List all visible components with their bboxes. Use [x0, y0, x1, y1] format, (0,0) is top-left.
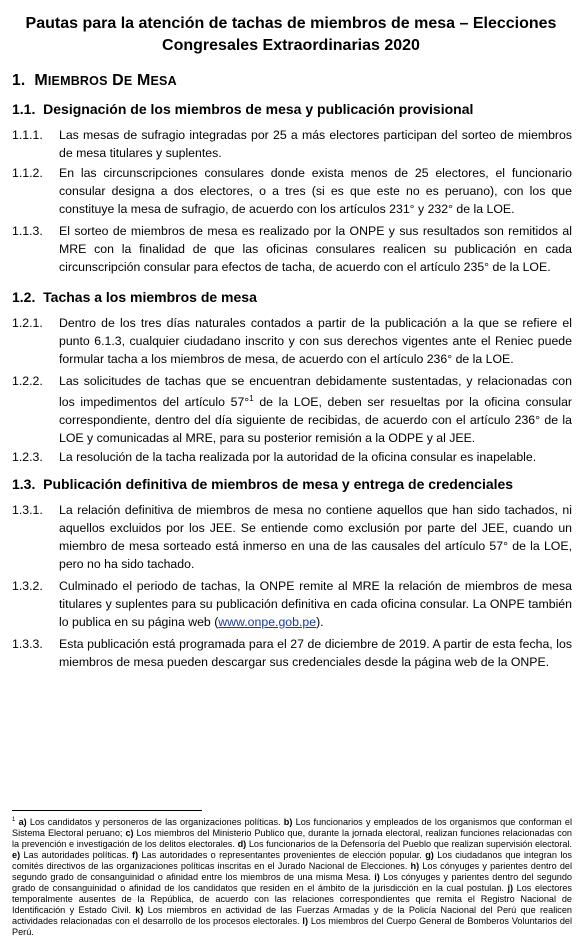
list-item-1-3-3 [12, 635, 572, 671]
item-number: 1.1.2. [12, 166, 43, 180]
footnote-label: e) [12, 850, 21, 861]
section-1-title: MIEMBROS DE MESA [34, 72, 177, 89]
footnote-text: Las autoridades o representantes provenientes de elección popular. [138, 850, 426, 861]
item-text: Las solicitudes de tachas que se encuentran debidamente sustentadas, y relacionadas con los impedimentos del artículo 57°$^1$ de la LOE, deben ser resueltas por la oficina consular correspondiente, dentro del día siguiente de recibidas, de acuerdo con el artículo 236° de la LOE y comunicadas al MRE, para su posterior remisión a la ODPE y al JEE. [59, 374, 573, 446]
item-number: 1.1.3. [12, 224, 43, 238]
item-text: Culminado el periodo de tachas, la ONPE remite al MRE la relación de miembros de mesa titulares y suplentes para su publicación definitiva en cada oficina consular. La ONPE también lo publica en su página web (www.onpe.gob.pe). [59, 579, 572, 629]
footnote-text: Los funcionarios y empleados de los organismos que conforman el Sistema Electoral peruano; [12, 817, 572, 839]
footnote-text: Los electores temporalmente ausentes de la República, de acuerdo con las relaciones correspondientes que remita el Registro Nacional de Identificación y Estado Civil. [12, 883, 572, 916]
subsection-number: 1.3. [12, 476, 36, 492]
footnote-label: l) [302, 916, 308, 927]
subsection-heading-1-1 [12, 101, 473, 117]
subsection-title: Designación de los miembros de mesa y publicación provisional [43, 101, 474, 117]
footnote-text: Las autoridades políticas. [20, 850, 133, 861]
footnote-number: 1 [12, 816, 16, 823]
footnote-label: a) [18, 817, 27, 827]
document-title: Pautas para la atención de tachas de miembros de mesa – Elecciones Congresales Extraordinarias 2020 [25, 15, 557, 54]
list-item-1-1-2 [12, 164, 572, 218]
onpe-website-link[interactable]: www.onpe.gob.pe [218, 615, 317, 629]
subsection-heading-1-3 [12, 476, 513, 492]
item-text: Las mesas de sufragio integradas por 25 a más electores participan del sorteo de miembros de mesa titulares y suplentes. [59, 128, 572, 160]
item-number: 1.2.1. [12, 316, 43, 330]
footnote-label: j) [507, 883, 514, 894]
item-number: 1.3.3. [12, 637, 43, 651]
list-item-1-2-1 [12, 314, 572, 368]
footnote-label: c) [125, 828, 134, 839]
footnote-1 [12, 817, 572, 939]
footnote-text: Los cónyuges y parientes dentro del segundo grado de consanguinidad o afinidad de los candidatos que residen en el ámbito de la jurisdicción en la cual postulan. [12, 872, 572, 894]
footnote-text: Los miembros del Ministerio Publico que, durante la jornada electoral, realizan funciones relacionadas con la prevención e investigación de los delitos electorales. [12, 828, 572, 850]
footnote-label: f) [132, 850, 139, 861]
subsection-title: Publicación definitiva de miembros de mesa y entrega de credenciales [43, 476, 514, 492]
section-1-heading [12, 72, 177, 90]
item-number: 1.2.3. [12, 450, 43, 464]
footnote-label: g) [425, 850, 434, 861]
list-item-1-3-2 [12, 577, 572, 631]
footnote-label: k) [135, 905, 144, 916]
footnote-reference[interactable]: 1 [249, 394, 254, 403]
footnote-label: h) [410, 861, 420, 872]
footnote-text: Los miembros del Cuerpo General de Bomberos Voluntarios del Perú. [12, 916, 572, 938]
list-item-1-1-3 [12, 222, 572, 276]
list-item-1-1-1 [12, 126, 572, 162]
footnote-label: b) [283, 817, 293, 827]
footnote-text: Los cónyuges y parientes dentro del segundo grado de consanguinidad o afinidad entre los miembros de una misma Mesa. [12, 861, 572, 883]
item-text: La relación definitiva de miembros de mesa no contiene aquellos que han sido tachados, ni aquellos excluidos por los JEE. Se entiende como exclusión por parte del JEE, cuando un miembro de mesa sorteado está inmerso en una de las causales del artículo 57° de la LOE, pero no ha sido tachado. [59, 503, 572, 571]
list-item-1-2-2 [12, 372, 572, 447]
item-text: Esta publicación está programada para el 27 de diciembre de 2019. A partir de esta fecha, los miembros de mesa pueden descargar sus credenciales desde la página web de la ONPE. [59, 637, 572, 669]
item-text: En las circunscripciones consulares donde exista menos de 25 electores, el funcionario consular designa a dos electores, o a tres (si es que este no es peruano), con los que constituye la mesa de sufragio, de acuerdo con los artículos 231° y 232° de la LOE. [59, 166, 572, 216]
item-number: 1.3.2. [12, 579, 43, 593]
item-text: El sorteo de miembros de mesa es realizado por la ONPE y sus resultados son remitidos al MRE con la finalidad de que las oficinas consulares realicen su publicación en cada circunscripción consular para efectos de tacha, de acuerdo con el artículo 235° de la LOE. [59, 224, 572, 274]
footnote-label: i) [374, 872, 380, 883]
footnote-text: Los ciudadanos que integran los comités directivos de las organizaciones políticas inscritas en el Jurado Nacional de Elecciones. [12, 850, 572, 872]
section-1-number: 1. [12, 72, 26, 89]
subsection-heading-1-2 [12, 289, 257, 305]
footnote-text: Los funcionarios de la Defensoría del Pueblo que realizan supervisión electoral. [246, 839, 572, 850]
item-number: 1.1.1. [12, 128, 43, 142]
subsection-title: Tachas a los miembros de mesa [43, 289, 257, 305]
subsection-number: 1.1. [12, 101, 36, 117]
item-text: La resolución de la tacha realizada por la autoridad de la oficina consular es inapelable. [59, 450, 537, 464]
footnote-text: Los miembros en actividad de las Fuerzas Armadas y de la Policía Nacional del Perú que realicen actividades relacionadas con el desarrollo de los procesos electorales. [12, 905, 572, 927]
subsection-number: 1.2. [12, 289, 36, 305]
footnote-text: Los candidatos y personeros de las organizaciones políticas. [26, 817, 284, 827]
item-number: 1.2.2. [12, 374, 43, 388]
list-item-1-3-1 [12, 501, 572, 573]
item-number: 1.3.1. [12, 503, 43, 517]
footnote-label: d) [237, 839, 247, 850]
list-item-1-2-3 [12, 448, 572, 466]
footnote-separator [12, 810, 202, 811]
item-text: Dentro de los tres días naturales contados a partir de la publicación a la que se refiere el punto 6.1.3, cualquier ciudadano inscrito y con sus derechos vigentes ante el Reniec puede formular tacha a los miembros de mesa, de acuerdo con el artículo 236° de la LOE. [59, 316, 572, 366]
